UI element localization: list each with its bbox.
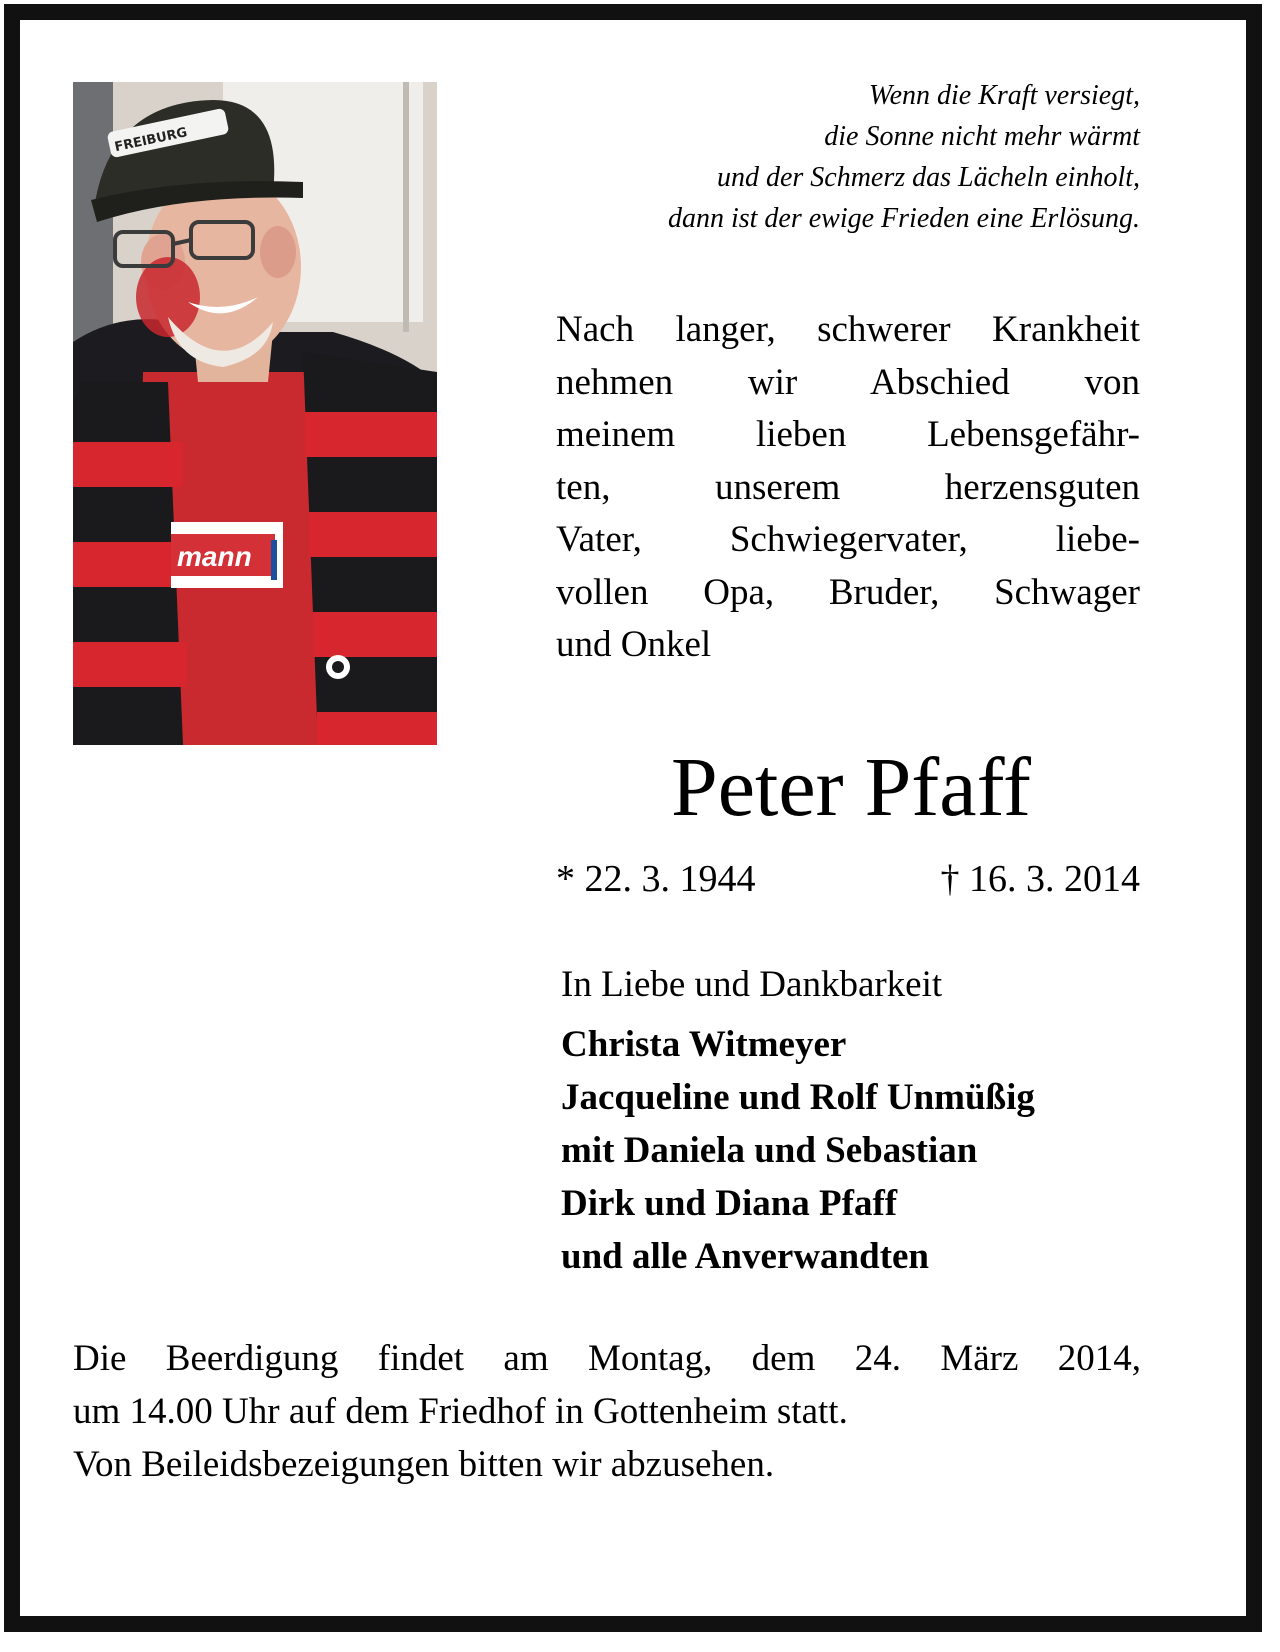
- intro-text: [556, 304, 1140, 672]
- intro-line: ten, unserem herzensguten: [556, 466, 1140, 508]
- funeral-line: um 14.00 Uhr auf dem Friedhof in Gottenheim statt.: [73, 1391, 848, 1432]
- mourner-line: Jacqueline und Rolf Unmüßig: [561, 1077, 1035, 1118]
- intro-line: Nach langer, schwerer Krankheit: [556, 309, 1140, 350]
- funeral-line: Von Beileidsbezeigungen bitten wir abzusehen.: [73, 1444, 775, 1485]
- intro-line: vollen Opa, Bruder, Schwager: [556, 571, 1140, 613]
- poem: [500, 75, 1140, 239]
- intro-line: meinem lieben Lebensgefähr-: [556, 414, 1140, 455]
- poem-line: Wenn die Kraft versiegt,: [868, 80, 1140, 111]
- intro-line: nehmen wir Abschied von: [556, 361, 1140, 403]
- mourner-line: Christa Witmeyer: [561, 1024, 847, 1065]
- death-date: † 16. 3. 2014: [940, 858, 1140, 900]
- intro-line: und Onkel: [556, 624, 712, 665]
- birth-date: * 22. 3. 1944: [556, 858, 756, 900]
- poem-line: dann ist der ewige Frieden eine Erlösung.: [667, 203, 1140, 234]
- funeral-line: Die Beerdigung findet am Montag, dem 24. März 2014,: [73, 1338, 1141, 1379]
- poem-line: die Sonne nicht mehr wärmt: [824, 121, 1140, 152]
- thanks-line: In Liebe und Dankbarkeit: [561, 964, 943, 1005]
- portrait-illustration: [73, 82, 437, 745]
- intro-line: Vater, Schwiegervater, liebe-: [556, 519, 1140, 560]
- cap-text: FREIBURG: [113, 125, 189, 156]
- poem-line: und der Schmerz das Lächeln einholt,: [716, 162, 1140, 193]
- funeral-notice: [73, 1332, 1141, 1491]
- mourner-line: und alle Anverwandten: [561, 1236, 930, 1277]
- mourner-line: Dirk und Diana Pfaff: [561, 1183, 898, 1224]
- shirt-sponsor-text: mann: [177, 541, 252, 572]
- portrait-photo: [73, 82, 437, 745]
- mourner-line: mit Daniela und Sebastian: [561, 1130, 978, 1171]
- mourners-list: [561, 1018, 1161, 1283]
- deceased-name: Peter Pfaff: [671, 741, 1031, 834]
